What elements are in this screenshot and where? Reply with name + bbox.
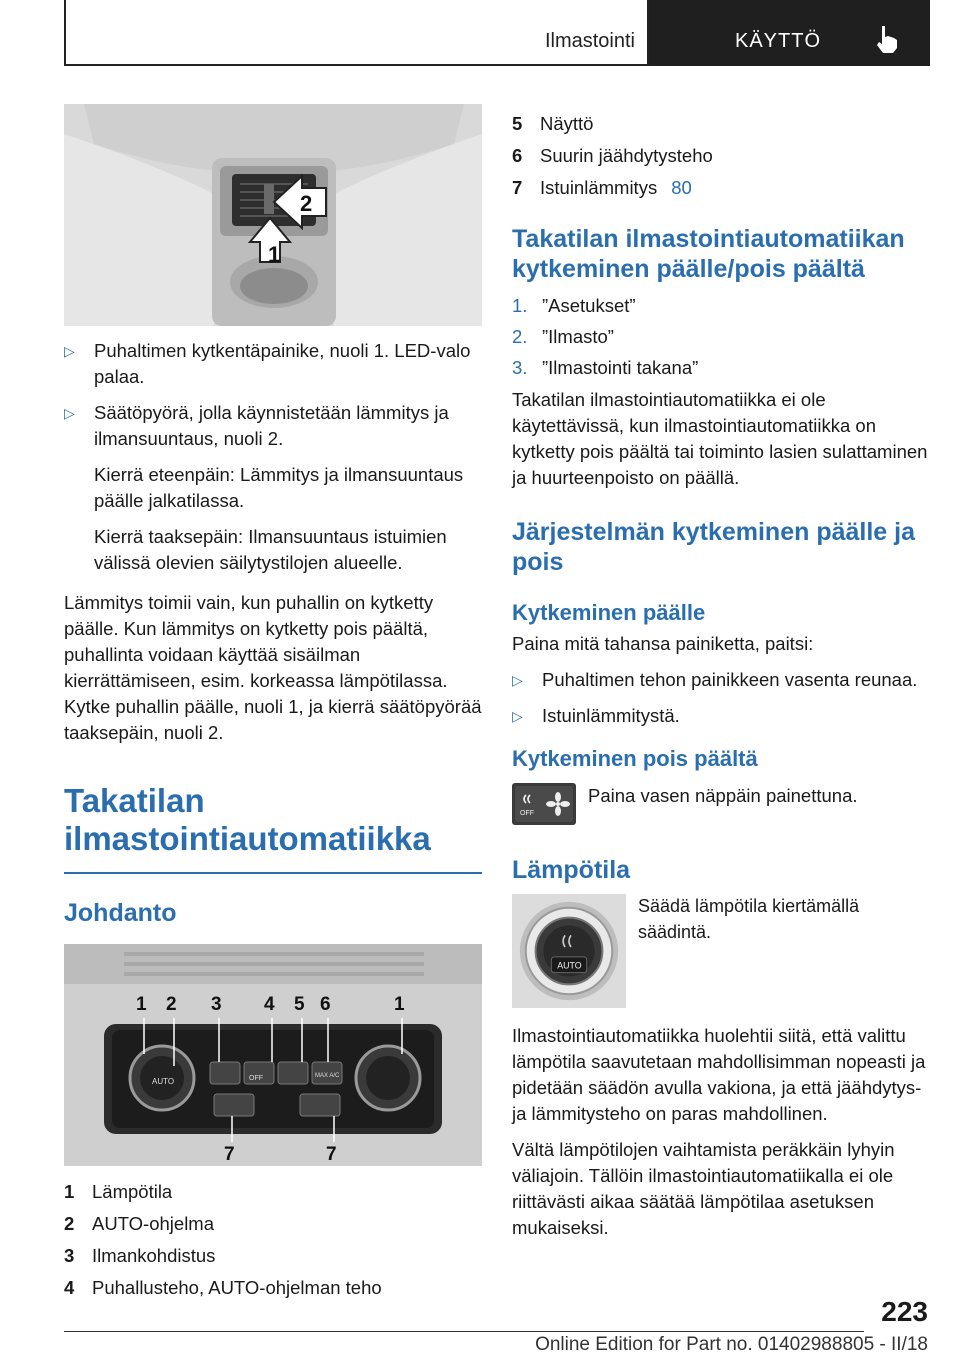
svg-text:OFF: OFF	[520, 810, 534, 817]
temperature-knob-icon	[512, 893, 626, 1009]
list-item: 4 Puhallusteho, AUTO-ohjelman teho	[64, 1277, 382, 1298]
svg-text:1: 1	[394, 994, 405, 1015]
header-section-title: Ilmastointi	[544, 30, 635, 52]
svg-text:OFF: OFF	[249, 1075, 263, 1082]
paragraph: Paina mitä tahansa painiketta, paitsi:	[512, 633, 814, 654]
svg-text:AUTO: AUTO	[152, 1077, 175, 1086]
svg-text:5: 5	[294, 994, 305, 1015]
header-section-tab	[64, 0, 649, 66]
off-instruction: OFF Paina vasen näppäin painettuna.	[512, 783, 932, 825]
paragraph: Takatilan ilmastointiautomatiikka ei ole käytettävissä, kun ilmastointiautomatiikka on kytketty pois päältä tai toiminto lasien sulattaminen ja huurteenpoisto on päällä.	[512, 389, 928, 488]
svg-text:AUTO: AUTO	[557, 960, 582, 971]
list-item: ▷ Puhaltimen kytkentäpainike, nuoli 1. LED-valo palaa.	[64, 340, 471, 387]
fig1-label-1: 1	[268, 242, 281, 267]
list-item: 3. ”Ilmastointi takana”	[512, 357, 699, 378]
triangle-bullet-icon: ▷	[64, 405, 75, 421]
fig1-label-2: 2	[300, 191, 313, 216]
triangle-bullet-icon: ▷	[512, 672, 523, 688]
list-item: 2. ”Ilmasto”	[512, 326, 614, 347]
list-item: 3 Ilmankohdistus	[64, 1245, 216, 1266]
subsection-heading: Kytkeminen pois päältä	[512, 746, 758, 771]
svg-text:7: 7	[326, 1144, 337, 1165]
svg-text:MAX A/C: MAX A/C	[315, 1073, 340, 1079]
svg-text:7: 7	[224, 1144, 235, 1165]
on-bullet-list	[512, 667, 932, 729]
page-reference-link[interactable]: 80	[671, 177, 692, 198]
figure-rear-console	[64, 104, 482, 326]
list-item: 1 Lämpötila	[64, 1181, 173, 1202]
heading-rule	[64, 872, 482, 874]
fig1-bullet-list	[64, 338, 482, 576]
svg-text:4: 4	[264, 994, 275, 1015]
triangle-bullet-icon: ▷	[512, 708, 523, 724]
hand-pointer-icon	[874, 24, 900, 54]
list-item: 1. ”Asetukset”	[512, 295, 636, 316]
list-item: ▷ Säätöpyörä, jolla käynnistetään lämmitys ja ilmansuuntaus, nuoli 2. Kierrä eteenpäin: Lämmitys ja ilmansuuntaus päälle jalkatilassa. Kierrä taaksepäin: Ilmansuuntaus istuimien välissä olevien säilytystilojen alueelle.	[64, 402, 464, 573]
list-item: 2 AUTO-ohjelma	[64, 1213, 215, 1234]
list-item: ▷ Istuinlämmitystä.	[512, 703, 932, 729]
off-button-icon	[512, 783, 576, 825]
paragraph: Vältä lämpötilojen vaihtamista peräkkäin lyhyin väliajoin. Tällöin ilmastointiautomatiikalla ei ole riittävästi aikaa säätää lämpötilaa asetuksen mukaiseksi.	[512, 1139, 895, 1238]
svg-text:3: 3	[211, 994, 222, 1015]
triangle-bullet-icon: ▷	[64, 343, 75, 359]
header-chapter-tab	[649, 0, 930, 66]
left-column	[64, 104, 482, 1304]
edition-note: Online Edition for Part no. 01402988805 - II/18	[535, 1334, 928, 1355]
svg-text:1: 1	[136, 994, 147, 1015]
section-heading: Takatilan ilmastointiautomatiikan kytkeminen päälle/pois päältä	[512, 225, 905, 283]
right-column	[512, 104, 932, 1241]
section-heading: Järjestelmän kytkeminen päälle ja pois	[512, 518, 915, 576]
svg-text:6: 6	[320, 994, 331, 1015]
steps-list	[512, 290, 932, 383]
header-chapter-title: KÄYTTÖ	[735, 30, 822, 52]
page-header	[64, 0, 930, 66]
svg-text:2: 2	[166, 994, 177, 1015]
footer-rule	[64, 1331, 864, 1332]
section-heading: Lämpötila	[512, 856, 631, 884]
subsection-heading: Kytkeminen päälle	[512, 600, 706, 625]
fig2-legend-list	[64, 1176, 482, 1304]
paragraph: Lämmitys toimii vain, kun puhallin on kytketty päälle. Kun lämmitys on kytketty pois päältä, puhallinta voidaan käyttää sisäilman kierrättämiseen, esim. korkeassa lämpötilassa. Kytke puhallin päälle, nuoli 1, ja kierrä säätöpyörää taaksepäin, nuoli 2.	[64, 592, 482, 743]
list-item: 7 Istuinlämmitys 80	[512, 172, 932, 204]
paragraph: Ilmastointiautomatiikka huolehtii siitä, että valittu lämpötila saavutetaan mahdollisimman nopeasti ja pidetään säädön avulla vakiona, ja että jäähdytys- ja lämmitysteho on paras mahdollinen.	[512, 1025, 926, 1124]
list-item: 5 Näyttö	[512, 113, 594, 134]
page-number: 223	[881, 1296, 928, 1327]
figure-control-panel	[64, 944, 482, 1166]
list-item: ▷ Puhaltimen tehon painikkeen vasenta reunaa.	[512, 667, 932, 693]
fig2-legend-list-continued	[512, 108, 932, 204]
temp-instruction: AUTO Säädä lämpötila kiertämällä säädintä.	[512, 893, 932, 1009]
list-item: 6 Suurin jäähdytysteho	[512, 145, 713, 166]
subsection-heading: Johdanto	[64, 899, 177, 927]
section-heading: Takatilan ilmastointiautomatiikka	[64, 782, 431, 857]
